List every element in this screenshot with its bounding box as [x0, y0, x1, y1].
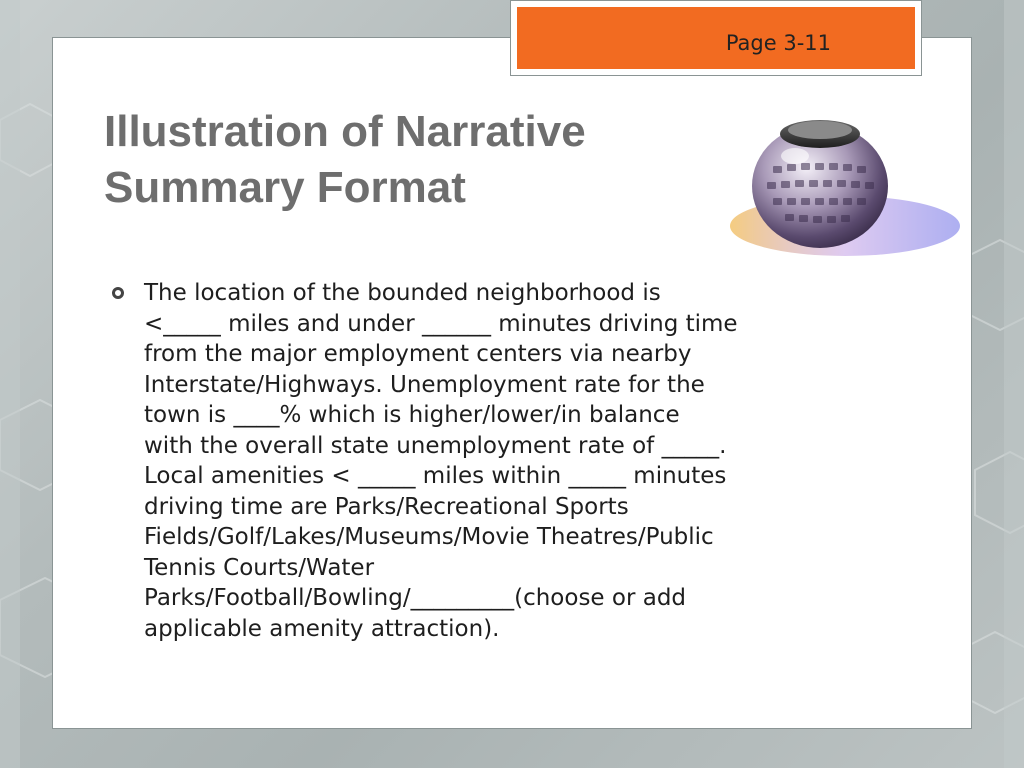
slide-title: [104, 104, 684, 216]
bullet-line: from the major employment centers via nearby: [144, 341, 692, 367]
page-number: Page 3-11: [725, 31, 831, 55]
slide-title-line-2: Summary Format: [104, 163, 466, 212]
bullet-line: The location of the bounded neighborhood is: [144, 280, 661, 306]
page-number-banner: [517, 7, 915, 69]
bullet-line: Interstate/Highways. Unemployment rate for the: [144, 371, 705, 398]
bullet-line: applicable amenity attraction).: [144, 615, 500, 642]
bullet-line: Fields/Golf/Lakes/Museums/Movie Theatres/Public: [144, 524, 714, 550]
bullet-line: driving time are Parks/Recreational Sports: [144, 493, 629, 520]
typewriter-typeball-icon: [695, 86, 965, 271]
bullet-list: [112, 278, 842, 644]
page-number-tab: [510, 0, 922, 76]
bullet-text: [144, 278, 842, 644]
bullet-line: town is ____% which is higher/lower/in balance: [144, 402, 680, 428]
bullet-circle-icon: [112, 287, 124, 299]
bullet-line: Parks/Football/Bowling/_________(choose or add: [144, 585, 687, 611]
bullet-line: Tennis Courts/Water: [144, 554, 375, 581]
bullet-line: with the overall state unemployment rate of _____.: [144, 432, 727, 459]
bullet-line: <_____ miles and under ______ minutes driving time: [144, 310, 738, 337]
bullet-line: Local amenities < _____ miles within _____ minutes: [144, 463, 727, 489]
slide-title-line-1: Illustration of Narrative: [104, 107, 586, 156]
